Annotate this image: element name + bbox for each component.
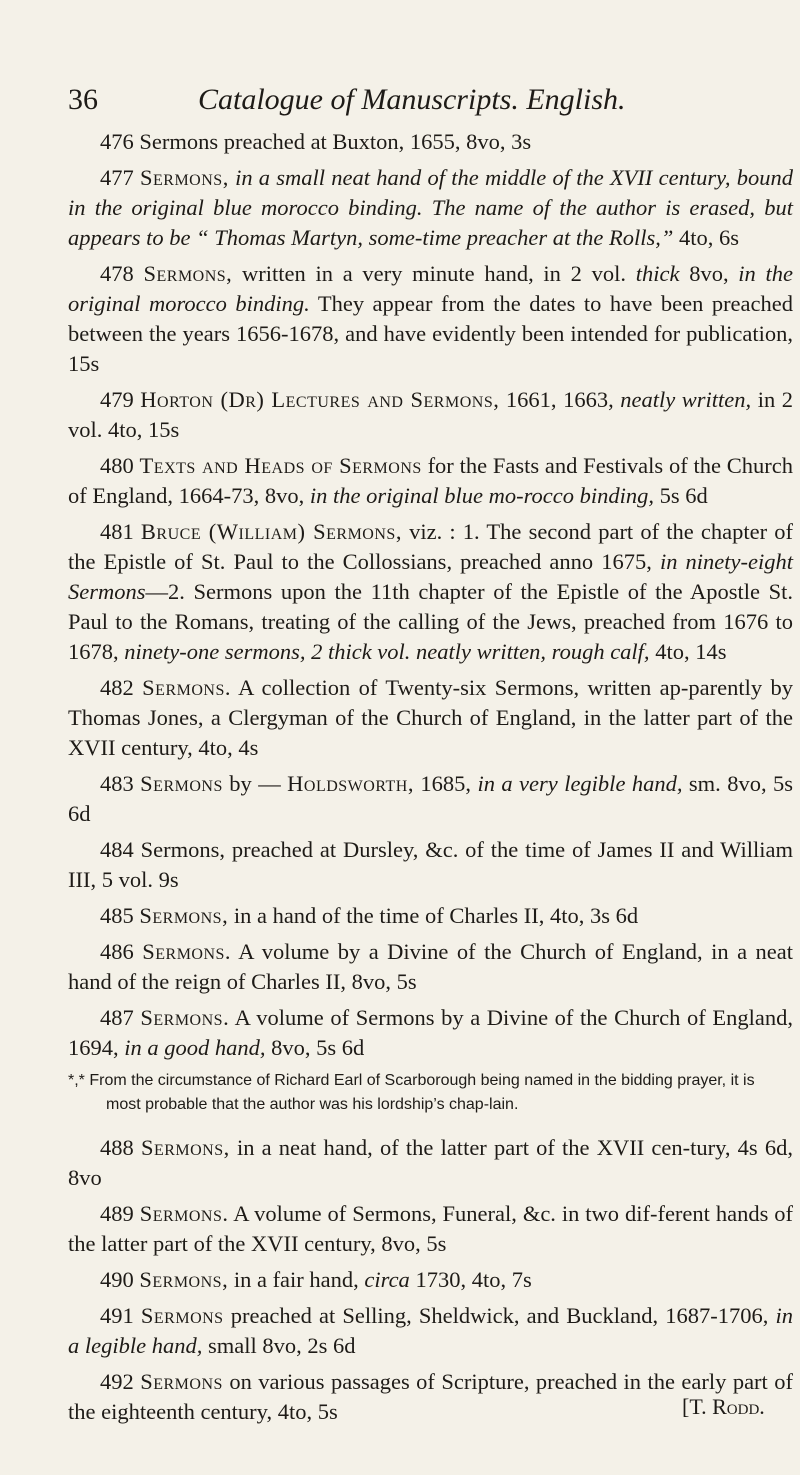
entry-text: in a neat hand, of the latter part of the XVII cen-tury, 4s 6d, 8vo — [68, 1135, 793, 1190]
entry-heading: Sermons — [140, 1303, 224, 1328]
entry-text: preached at Selling, Sheldwick, and Buckland, 1687-1706, — [223, 1303, 776, 1328]
entry-number: 479 — [100, 387, 134, 412]
entry-italic-text: in a small neat hand of the middle of the XVII century, bound in the original blue morocco binding. The name of the author is erased, but appears to be “ Thomas Martyn, some-time preacher at the Rolls,” — [68, 165, 793, 250]
entry-number: 488 — [100, 1135, 134, 1160]
entry-italic-text: in a good hand, — [124, 1035, 266, 1060]
page-number: 36 — [68, 83, 98, 116]
entry-number: 487 — [100, 1005, 134, 1030]
entry-text: in a hand of the time of Charles II, 4to, 3s 6d — [228, 903, 639, 928]
catalogue-entry — [68, 673, 793, 763]
entry-number: 490 — [100, 1267, 134, 1292]
entry-text: sm. 8vo, 5s 6d — [68, 771, 794, 826]
entry-text: viz. : 1. The second part of the chapter of the Epistle of St. Paul to the Collossians, preached anno 1675, — [68, 519, 794, 574]
catalogue-entry — [68, 769, 793, 829]
entry-heading: Horton (Dr) Lectures and Sermons, — [140, 387, 500, 412]
catalogue-entry — [68, 937, 793, 997]
entry-number: 492 — [100, 1369, 134, 1394]
entry-text: A volume of Sermons by a Divine of the Church of England, 1694, — [68, 1005, 793, 1060]
entry-number: 484 — [100, 837, 134, 862]
entry-number: 483 — [100, 771, 134, 796]
catalogue-entry — [68, 517, 793, 667]
entry-number: 480 — [100, 453, 134, 478]
catalogue-entry — [68, 127, 793, 157]
catalogue-entry — [68, 385, 793, 445]
catalogue-entry — [68, 835, 793, 895]
entry-number: 477 — [100, 165, 134, 190]
catalogue-entry — [68, 1265, 793, 1295]
catalogue-entry — [68, 259, 793, 379]
entry-heading: Sermons — [140, 1369, 223, 1394]
entry-italic-text: in the original morocco binding. — [68, 261, 794, 316]
entry-number: 478 — [100, 261, 134, 286]
entry-heading: Sermons. — [142, 939, 232, 964]
catchword: [T. Rodd. — [682, 1394, 765, 1419]
entry-number: 482 — [100, 675, 134, 700]
entry-italic-text: in ninety-eight Sermons — [68, 549, 793, 604]
entry-text: 8vo, 5s 6d — [265, 1035, 365, 1060]
catalogue-entry — [68, 1133, 793, 1193]
entry-text: A collection of Twenty-six Sermons, written ap-parently by Thomas Jones, a Clergyman of the Church of England, in the latter part of the XVII century, 4to, 4s — [68, 675, 794, 760]
entry-heading: Sermons, — [143, 261, 233, 286]
entry-text: Sermons, preached at Dursley, &c. of the time of James II and William III, 5 vol. 9s — [68, 837, 793, 892]
entry-text: 4to, 14s — [649, 639, 727, 664]
entry-italic-text: in the original blue mo-rocco binding, — [309, 483, 654, 508]
entry-heading: Sermons, — [139, 1267, 229, 1292]
entry-text: 5s 6d — [653, 483, 708, 508]
entry-heading: Sermons. — [140, 1005, 230, 1030]
entry-text: for the Fasts and Festivals of the Church of England, 1664-73, 8vo, — [68, 453, 794, 508]
footnote: *,* From the circumstance of Richard Earl of Scarborough being named in the bidding prayer, it is most probable that the author was his lordship’s chap-lain. — [68, 1072, 755, 1113]
entry-number: 486 — [100, 939, 134, 964]
entry-text: They appear from the dates to have been preached between the years 1656-1678, and have evidently been intended for publication, 15s — [68, 291, 794, 376]
entry-italic-text: ninety-one sermons, 2 thick vol. neatly written, rough calf, — [124, 639, 650, 664]
entry-text: 1730, 4to, 7s — [409, 1267, 532, 1292]
entry-text: 4to, 6s — [673, 225, 740, 250]
entry-text: written in a very minute hand, in 2 vol. — [232, 261, 636, 286]
entry-number: 491 — [100, 1303, 134, 1328]
entry-number: 489 — [100, 1201, 134, 1226]
entry-heading: Sermons, — [140, 1135, 230, 1160]
entry-heading: Sermons, — [140, 165, 229, 190]
entry-text: —2. Sermons upon the 11th chapter of the Epistle of the Apostle St. Paul to the Romans, treating of the calling of the Jews, preached from 1676 to 1678, — [68, 579, 793, 664]
entry-text: 1661, 1663, — [499, 387, 621, 412]
catalogue-entry — [68, 1199, 793, 1259]
entry-text: A volume by a Divine of the Church of England, in a neat hand of the reign of Charles II, 8vo, 5s — [68, 939, 794, 994]
catalogue-entry — [68, 451, 793, 511]
entry-heading: Holdsworth, — [287, 771, 414, 796]
entry-text: in 2 vol. 4to, 15s — [68, 387, 793, 442]
entry-heading: Sermons — [140, 771, 223, 796]
catalogue-entry — [68, 163, 793, 253]
entry-text: on various passages of Scripture, preached in the early part of the eighteenth century, 4to, 5s — [68, 1369, 793, 1424]
entry-heading: Texts and Heads of Sermons — [139, 453, 422, 478]
entry-number: 476 — [100, 129, 134, 154]
entry-heading: Sermons. — [139, 1201, 229, 1226]
entry-text: A volume of Sermons, Funeral, &c. in two dif-ferent hands of the latter part of the XVII century, 8vo, 5s — [68, 1201, 794, 1256]
entry-italic-text: in a legible hand, — [68, 1303, 794, 1358]
catalogue-entry — [68, 1003, 793, 1063]
entry-heading: Bruce (William) Sermons, — [140, 519, 402, 544]
entry-text: 8vo, — [679, 261, 739, 286]
running-title: Catalogue of Manuscripts. English. — [198, 83, 626, 116]
entry-text: Sermons preached at Buxton, 1655, 8vo, 3s — [139, 129, 532, 154]
entry-heading: Sermons. — [142, 675, 231, 700]
entry-list — [68, 127, 793, 1433]
catalogue-entry — [68, 1301, 793, 1361]
entry-heading: Sermons, — [139, 903, 229, 928]
entry-italic-text: in a very legible hand, — [477, 771, 683, 796]
catalogue-entry — [68, 901, 793, 931]
entry-text: small 8vo, 2s 6d — [202, 1333, 356, 1358]
entry-text: in a fair hand, — [228, 1267, 365, 1292]
entry-italic-text: neatly written, — [620, 387, 752, 412]
entry-italic-text: thick — [635, 261, 680, 286]
entry-text: by — — [222, 771, 288, 796]
entry-italic-text: circa — [364, 1267, 410, 1292]
entry-number: 485 — [100, 903, 134, 928]
page-header — [68, 80, 768, 120]
entry-number: 481 — [100, 519, 134, 544]
entry-text: 1685, — [414, 771, 478, 796]
